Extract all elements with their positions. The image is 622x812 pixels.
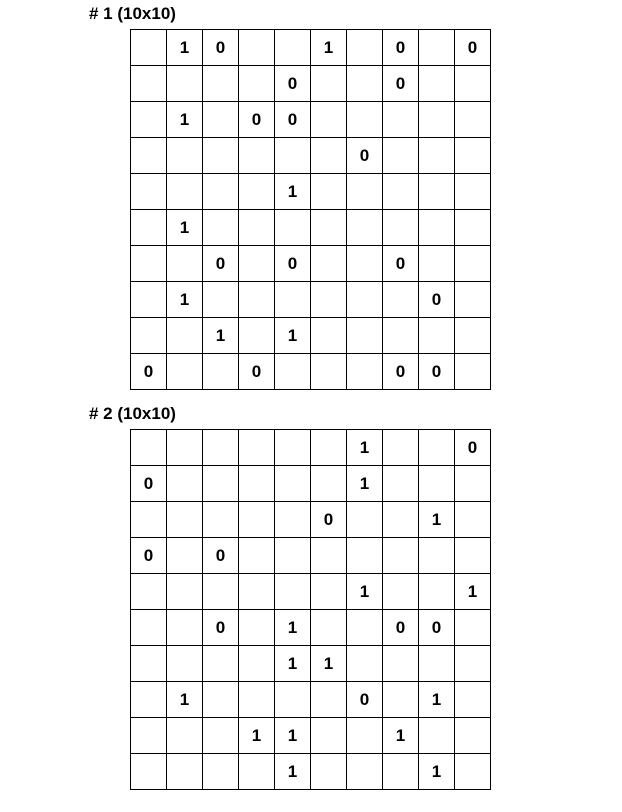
grid-cell[interactable] [131,682,167,718]
grid-cell[interactable] [419,646,455,682]
grid-cell[interactable] [131,318,167,354]
grid-cell[interactable] [383,682,419,718]
grid-cell[interactable]: 1 [275,174,311,210]
grid-cell[interactable] [419,66,455,102]
grid-cell[interactable] [203,754,239,790]
grid-cell[interactable] [167,318,203,354]
grid-cell[interactable] [383,646,419,682]
grid-cell[interactable] [131,430,167,466]
grid-cell[interactable] [275,210,311,246]
grid-cell[interactable] [239,466,275,502]
grid-cell[interactable]: 0 [131,354,167,390]
grid-cell[interactable] [311,354,347,390]
grid-cell[interactable] [131,502,167,538]
grid-cell[interactable] [203,430,239,466]
grid-cell[interactable]: 0 [239,354,275,390]
grid-cell[interactable] [455,538,491,574]
grid-cell[interactable] [311,174,347,210]
grid-cell[interactable]: 0 [311,502,347,538]
grid-cell[interactable] [347,246,383,282]
grid-cell[interactable] [419,210,455,246]
grid-cell[interactable]: 1 [167,210,203,246]
grid-cell[interactable] [311,318,347,354]
grid-cell[interactable] [455,66,491,102]
grid-cell[interactable] [311,754,347,790]
grid-cell[interactable]: 0 [203,246,239,282]
grid-cell[interactable] [455,246,491,282]
grid-cell[interactable] [239,682,275,718]
grid-cell[interactable] [203,210,239,246]
grid-cell[interactable] [131,574,167,610]
grid-cell[interactable] [347,174,383,210]
grid-cell[interactable]: 1 [167,282,203,318]
grid-cell[interactable]: 1 [419,682,455,718]
grid-cell[interactable] [239,246,275,282]
grid-cell[interactable] [311,138,347,174]
grid-cell[interactable] [167,538,203,574]
grid-cell[interactable]: 0 [383,246,419,282]
grid-cell[interactable] [311,430,347,466]
grid-cell[interactable] [311,466,347,502]
grid-cell[interactable] [131,138,167,174]
grid-cell[interactable]: 1 [347,574,383,610]
grid-cell[interactable] [239,138,275,174]
grid-cell[interactable]: 1 [455,574,491,610]
grid-cell[interactable]: 0 [275,246,311,282]
grid-cell[interactable] [419,102,455,138]
grid-cell[interactable] [419,174,455,210]
grid-cell[interactable] [311,246,347,282]
grid-cell[interactable] [455,102,491,138]
grid-cell[interactable]: 0 [203,610,239,646]
grid-cell[interactable]: 1 [239,718,275,754]
grid-cell[interactable] [455,354,491,390]
grid-cell[interactable] [347,282,383,318]
grid-cell[interactable] [275,682,311,718]
grid-cell[interactable] [275,502,311,538]
grid-cell[interactable]: 1 [419,502,455,538]
grid-cell[interactable] [455,646,491,682]
grid-cell[interactable]: 1 [167,102,203,138]
grid-cell[interactable] [239,174,275,210]
grid-cell[interactable]: 1 [275,610,311,646]
grid-cell[interactable] [383,754,419,790]
grid-cell[interactable] [383,282,419,318]
grid-cell[interactable] [419,430,455,466]
grid-cell[interactable] [203,646,239,682]
grid-cell[interactable] [239,282,275,318]
grid-cell[interactable] [383,210,419,246]
grid-cell[interactable]: 0 [455,430,491,466]
grid-cell[interactable] [419,30,455,66]
grid-cell[interactable] [167,174,203,210]
grid-cell[interactable] [131,610,167,646]
grid-cell[interactable]: 0 [383,30,419,66]
grid-cell[interactable]: 0 [203,538,239,574]
grid-cell[interactable]: 0 [275,102,311,138]
grid-cell[interactable] [455,318,491,354]
grid-cell[interactable] [347,754,383,790]
grid-cell[interactable] [167,354,203,390]
grid-cell[interactable] [383,502,419,538]
grid-cell[interactable] [131,30,167,66]
puzzle-2-grid [130,429,491,790]
grid-cell[interactable] [203,502,239,538]
grid-cell[interactable] [455,174,491,210]
grid-cell[interactable] [131,282,167,318]
grid-cell[interactable] [131,718,167,754]
grid-cell[interactable] [419,246,455,282]
grid-cell[interactable] [347,610,383,646]
grid-cell[interactable] [419,718,455,754]
grid-cell[interactable]: 1 [311,30,347,66]
grid-cell[interactable] [275,354,311,390]
grid-cell[interactable] [347,318,383,354]
grid-cell[interactable] [455,610,491,646]
grid-cell[interactable] [455,682,491,718]
grid-cell[interactable] [275,282,311,318]
grid-cell[interactable]: 1 [275,318,311,354]
grid-cell[interactable] [419,138,455,174]
grid-cell[interactable] [239,610,275,646]
grid-cell[interactable] [167,646,203,682]
grid-cell[interactable] [131,102,167,138]
grid-cell[interactable] [455,718,491,754]
grid-cell[interactable] [383,574,419,610]
grid-cell[interactable] [203,354,239,390]
grid-cell[interactable] [419,574,455,610]
grid-cell[interactable]: 1 [275,754,311,790]
grid-cell[interactable] [275,538,311,574]
grid-cell[interactable] [239,66,275,102]
grid-cell[interactable] [347,718,383,754]
grid-cell[interactable] [167,138,203,174]
grid-cell[interactable]: 0 [347,682,383,718]
grid-cell[interactable] [167,574,203,610]
grid-cell[interactable] [383,538,419,574]
grid-cell[interactable] [239,430,275,466]
grid-cell[interactable] [419,318,455,354]
grid-cell[interactable]: 1 [275,646,311,682]
grid-cell[interactable]: 0 [275,66,311,102]
grid-cell[interactable]: 1 [203,318,239,354]
puzzle-1-grid [130,29,491,390]
grid-cell[interactable] [383,466,419,502]
grid-cell[interactable]: 0 [383,354,419,390]
grid-cell[interactable] [383,430,419,466]
grid-cell[interactable] [167,466,203,502]
grid-cell[interactable] [239,318,275,354]
grid-cell[interactable] [239,30,275,66]
grid-cell[interactable]: 1 [311,646,347,682]
grid-cell[interactable] [131,210,167,246]
grid-cell[interactable]: 0 [347,138,383,174]
grid-cell[interactable] [131,646,167,682]
grid-cell[interactable]: 0 [419,610,455,646]
grid-cell[interactable]: 1 [347,430,383,466]
grid-cell[interactable] [167,502,203,538]
grid-cell[interactable] [167,430,203,466]
grid-cell[interactable] [239,574,275,610]
grid-cell[interactable] [239,502,275,538]
grid-cell[interactable] [131,246,167,282]
grid-cell[interactable] [239,210,275,246]
grid-cell[interactable] [167,754,203,790]
grid-cell[interactable] [311,538,347,574]
grid-cell[interactable] [167,66,203,102]
grid-cell[interactable] [203,66,239,102]
grid-cell[interactable]: 0 [455,30,491,66]
grid-cell[interactable]: 0 [203,30,239,66]
grid-cell[interactable] [203,102,239,138]
grid-cell[interactable] [455,210,491,246]
grid-cell[interactable] [131,754,167,790]
puzzle-2-title: # 2 (10x10) [89,404,176,423]
grid-cell[interactable] [131,174,167,210]
grid-cell[interactable] [275,430,311,466]
grid-cell[interactable] [383,174,419,210]
grid-cell[interactable] [383,138,419,174]
grid-cell[interactable] [347,30,383,66]
grid-cell[interactable] [275,574,311,610]
grid-cell[interactable] [347,502,383,538]
grid-cell[interactable] [131,66,167,102]
grid-cell[interactable] [167,718,203,754]
grid-cell[interactable]: 0 [419,354,455,390]
grid-cell[interactable] [311,210,347,246]
grid-cell[interactable]: 0 [131,466,167,502]
grid-cell[interactable] [203,718,239,754]
grid-cell[interactable] [347,354,383,390]
grid-cell[interactable] [311,574,347,610]
grid-cell[interactable] [455,138,491,174]
grid-cell[interactable]: 0 [131,538,167,574]
grid-cell[interactable] [455,282,491,318]
grid-cell[interactable] [167,610,203,646]
grid-cell[interactable]: 1 [167,30,203,66]
grid-cell[interactable]: 0 [383,66,419,102]
grid-cell[interactable] [239,538,275,574]
grid-cell[interactable] [347,646,383,682]
grid-cell[interactable] [203,138,239,174]
grid-cell[interactable] [239,754,275,790]
grid-cell[interactable] [203,282,239,318]
grid-cell[interactable] [203,174,239,210]
grid-cell[interactable] [383,318,419,354]
grid-cell[interactable] [347,66,383,102]
grid-cell[interactable] [311,682,347,718]
grid-cell[interactable]: 1 [383,718,419,754]
grid-cell[interactable] [203,466,239,502]
grid-cell[interactable] [347,210,383,246]
grid-cell[interactable] [455,754,491,790]
grid-cell[interactable]: 0 [419,282,455,318]
grid-cell[interactable]: 1 [419,754,455,790]
grid-cell[interactable] [239,646,275,682]
grid-cell[interactable] [383,102,419,138]
grid-cell[interactable] [167,246,203,282]
grid-cell[interactable] [203,574,239,610]
grid-cell[interactable] [455,466,491,502]
grid-cell[interactable] [203,682,239,718]
grid-cell[interactable] [419,466,455,502]
grid-cell[interactable] [347,102,383,138]
grid-cell[interactable]: 0 [383,610,419,646]
grid-cell[interactable] [275,30,311,66]
grid-cell[interactable] [311,718,347,754]
grid-cell[interactable]: 1 [347,466,383,502]
grid-cell[interactable] [311,610,347,646]
grid-cell[interactable]: 1 [275,718,311,754]
puzzle-1-title: # 1 (10x10) [89,4,176,23]
grid-cell[interactable] [311,282,347,318]
grid-cell[interactable] [347,538,383,574]
grid-cell[interactable] [455,502,491,538]
grid-cell[interactable]: 1 [167,682,203,718]
grid-cell[interactable] [419,538,455,574]
grid-cell[interactable] [311,102,347,138]
grid-cell[interactable] [275,466,311,502]
grid-cell[interactable] [275,138,311,174]
grid-cell[interactable] [311,66,347,102]
grid-cell[interactable]: 0 [239,102,275,138]
